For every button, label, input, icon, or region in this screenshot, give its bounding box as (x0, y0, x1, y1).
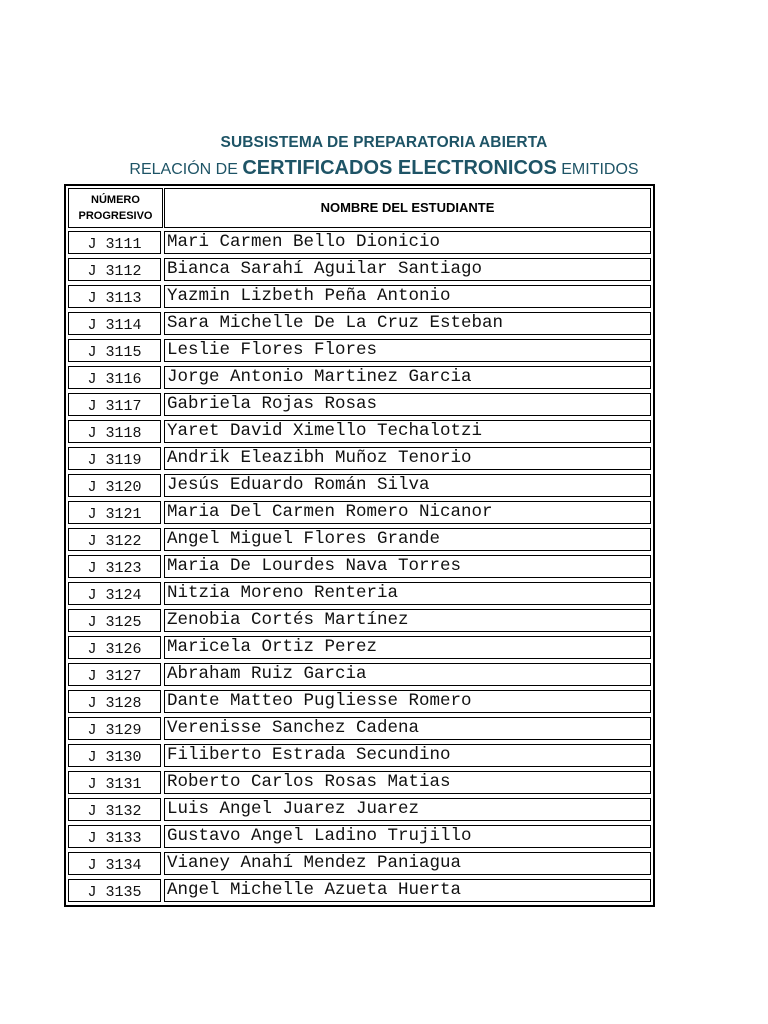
table-row (67, 364, 652, 391)
student-name-cell: Nitzia Moreno Renteria (164, 582, 651, 605)
document-subtitle (0, 157, 768, 180)
progressive-number-cell: J 3125 (68, 609, 161, 632)
table-row (67, 634, 652, 661)
progressive-number-cell: J 3121 (68, 501, 161, 524)
subtitle-emphasis: CERTIFICADOS ELECTRONICOS (242, 157, 557, 179)
table-row (67, 310, 652, 337)
table-row (67, 472, 652, 499)
student-name-cell: Zenobia Cortés Martínez (164, 609, 651, 632)
table-row (67, 850, 652, 877)
student-name-cell: Maricela Ortiz Perez (164, 636, 651, 659)
document-title: SUBSISTEMA DE PREPARATORIA ABIERTA (220, 134, 548, 151)
table-row (67, 283, 652, 310)
progressive-number-cell: J 3111 (68, 231, 161, 254)
student-name-cell: Sara Michelle De La Cruz Esteban (164, 312, 651, 335)
student-name-cell: Yazmin Lizbeth Peña Antonio (164, 285, 651, 308)
progressive-number-cell: J 3135 (68, 879, 161, 902)
table-row (67, 877, 652, 904)
subtitle-prefix: RELACIÓN DE (129, 161, 243, 178)
student-name-cell: Dante Matteo Pugliesse Romero (164, 690, 651, 713)
table-row (67, 553, 652, 580)
progressive-number-cell: J 3120 (68, 474, 161, 497)
table-row (67, 715, 652, 742)
column-header-number-line1: NÚMERO (91, 194, 140, 206)
student-name-cell: Leslie Flores Flores (164, 339, 651, 362)
student-name-cell: Gabriela Rojas Rosas (164, 393, 651, 416)
table-row (67, 499, 652, 526)
progressive-number-cell: J 3129 (68, 717, 161, 740)
student-name-cell: Yaret David Ximello Techalotzi (164, 420, 651, 443)
student-name-cell: Jorge Antonio Martinez Garcia (164, 366, 651, 389)
progressive-number-cell: J 3130 (68, 744, 161, 767)
table-row (67, 256, 652, 283)
student-name-cell: Luis Angel Juarez Juarez (164, 798, 651, 821)
column-header-number (68, 188, 163, 228)
subtitle-suffix: EMITIDOS (556, 161, 639, 178)
student-name-cell: Maria Del Carmen Romero Nicanor (164, 501, 651, 524)
progressive-number-cell: J 3133 (68, 825, 161, 848)
table-row (67, 796, 652, 823)
student-name-cell: Mari Carmen Bello Dionicio (164, 231, 651, 254)
table-row (67, 769, 652, 796)
table-row (67, 526, 652, 553)
progressive-number-cell: J 3117 (68, 393, 161, 416)
column-header-number-line2: PROGRESIVO (78, 210, 153, 222)
progressive-number-cell: J 3112 (68, 258, 161, 281)
progressive-number-cell: J 3113 (68, 285, 161, 308)
progressive-number-cell: J 3134 (68, 852, 161, 875)
progressive-number-cell: J 3127 (68, 663, 161, 686)
progressive-number-cell: J 3114 (68, 312, 161, 335)
progressive-number-cell: J 3124 (68, 582, 161, 605)
student-name-cell: Angel Miguel Flores Grande (164, 528, 651, 551)
student-name-cell: Andrik Eleazibh Muñoz Tenorio (164, 447, 651, 470)
table-row (67, 391, 652, 418)
progressive-number-cell: J 3123 (68, 555, 161, 578)
student-name-cell: Maria De Lourdes Nava Torres (164, 555, 651, 578)
student-name-cell: Vianey Anahí Mendez Paniagua (164, 852, 651, 875)
table-row (67, 445, 652, 472)
table-header-row (67, 187, 652, 229)
table-row (67, 661, 652, 688)
progressive-number-cell: J 3126 (68, 636, 161, 659)
progressive-number-cell: J 3116 (68, 366, 161, 389)
students-table (64, 184, 655, 907)
student-name-cell: Filiberto Estrada Secundino (164, 744, 651, 767)
table-row (67, 823, 652, 850)
student-name-cell: Jesús Eduardo Román Silva (164, 474, 651, 497)
student-name-cell: Gustavo Angel Ladino Trujillo (164, 825, 651, 848)
student-name-cell: Roberto Carlos Rosas Matias (164, 771, 651, 794)
table-row (67, 229, 652, 256)
progressive-number-cell: J 3115 (68, 339, 161, 362)
table-row (67, 580, 652, 607)
table-row (67, 742, 652, 769)
progressive-number-cell: J 3132 (68, 798, 161, 821)
student-name-cell: Angel Michelle Azueta Huerta (164, 879, 651, 902)
student-name-cell: Bianca Sarahí Aguilar Santiago (164, 258, 651, 281)
progressive-number-cell: J 3131 (68, 771, 161, 794)
progressive-number-cell: J 3122 (68, 528, 161, 551)
progressive-number-cell: J 3119 (68, 447, 161, 470)
progressive-number-cell: J 3128 (68, 690, 161, 713)
table-row (67, 337, 652, 364)
table-row (67, 418, 652, 445)
table-row (67, 688, 652, 715)
student-name-cell: Verenisse Sanchez Cadena (164, 717, 651, 740)
progressive-number-cell: J 3118 (68, 420, 161, 443)
student-name-cell: Abraham Ruiz Garcia (164, 663, 651, 686)
table-row (67, 607, 652, 634)
column-header-name: NOMBRE DEL ESTUDIANTE (164, 188, 651, 228)
